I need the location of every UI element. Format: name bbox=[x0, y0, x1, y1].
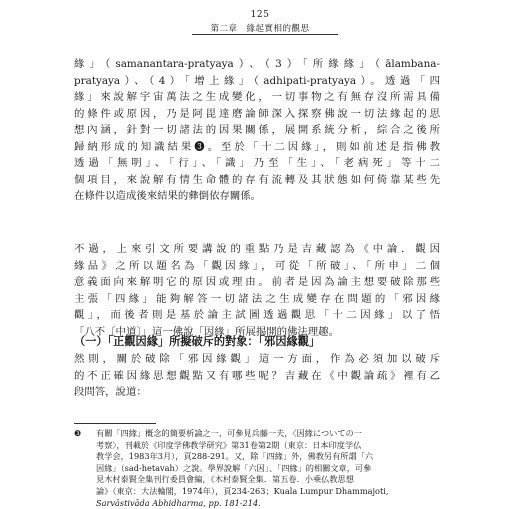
text-line: 個項目，來說解有情生命體的存有流轉及其狀態如何倚靠某些先 bbox=[74, 173, 440, 186]
footnote-line: 教学会，1983年3月），頁288-291。又，除「四緣」外，佛教另有所謂「六 bbox=[96, 451, 374, 462]
body-paragraph-2 bbox=[74, 241, 440, 340]
text-line: 意義面向來解明它的原因或理由。前者是因為論主想要破除那些 bbox=[74, 276, 440, 288]
footnote-line: Sarvāstivāda Abhidharma, pp. 181-214. bbox=[96, 497, 261, 508]
text-line: 緣」（samanantara-pratyaya）、（3）「所緣緣」（ālambana- bbox=[74, 58, 440, 70]
section-heading: （一）「正觀因緣」所擬破斥的對象：「邪因緣觀」 bbox=[74, 335, 321, 348]
page-number: 125 bbox=[250, 10, 270, 20]
footnote-marker: ❸ bbox=[74, 428, 82, 438]
text-line: 「八不〔中道〕」這一佛說「因緣」所展揭開的佛法理趣。 bbox=[74, 325, 339, 338]
text-line: 透過「無明」、「行」、「識」乃至「生」、「老病死」等十二 bbox=[74, 157, 440, 169]
footnote-text: 有關「四緣」概念的簡要析論之一，可參見兵藤一夫，〈因緣についての一 bbox=[96, 428, 362, 438]
footnote-line: 考察〉，刊載於《印度学佛教学研究》第31卷第2期（東京：日本印度学仏 bbox=[96, 439, 362, 450]
text-line: 歸納形成的知識結果❸。至於「十二因緣」，則如前述是指佛教 bbox=[74, 140, 440, 153]
text-line: 緣品》之所以題名為「觀因緣」，可從「所破」、「所申」二個 bbox=[74, 259, 440, 272]
text-line: 不過，上來引文所要講說的重點乃是吉藏認為《中論．觀因 bbox=[74, 243, 440, 255]
text-line: 觀」，而後者則是基於論主試圖透過觀思「十二因緣」以了悟 bbox=[74, 309, 440, 321]
text-line: 的條件或原因，乃是阿毘達磨論師深入探察佛說一切法緣起的思 bbox=[74, 107, 440, 120]
text-line: pratyaya）、（4）「增上緣」（adhipati-pratyaya）。透過「四 bbox=[74, 74, 440, 87]
text-line: 的不正確因緣思想觀點又有哪些呢？吉藏在《中觀論疏》裡有乙 bbox=[74, 369, 440, 382]
body-paragraph-3 bbox=[74, 351, 440, 401]
text-line: 在條件以造成後來結果的彝倒依存關係。 bbox=[74, 190, 262, 202]
footnote-divider bbox=[74, 423, 156, 424]
text-line: 想內涵，針對一切諸法的因果關係，展開系統分析，綜合之後所 bbox=[74, 124, 440, 136]
text-line: 緣」來說解宇宙萬法之生成變化，一切事物之有無存沒所需具備 bbox=[74, 91, 440, 103]
footnote-line: 論》（東京：大法輪閣，1974年），頁234-263；Kuala Lumpur Dhammajoti, bbox=[96, 485, 389, 496]
body-paragraph-1 bbox=[74, 56, 440, 205]
footnote-line: 因緣」（sad-hetavah）之說。學界說解「六因」、「四緣」的相關文章，可參 bbox=[96, 462, 372, 473]
footnote-line bbox=[74, 428, 440, 440]
footnote-line: 見木村泰賢全集刊行委員會編，《木村泰賢全集．第五卷．小乘仏教思想 bbox=[96, 474, 354, 485]
chapter-title: 第二章 緣起實相的觀思 bbox=[210, 24, 310, 34]
text-line: 主張「四緣」能夠解答一切諸法之生成變存在問題的「邪因緣 bbox=[74, 292, 440, 305]
footnote bbox=[74, 428, 440, 509]
text-line: 段問答，說道： bbox=[74, 386, 147, 398]
text-line: 然則，關於破除「邪因緣觀」這一方面，作為必須加以破斥 bbox=[74, 353, 440, 365]
header-divider bbox=[192, 34, 338, 35]
